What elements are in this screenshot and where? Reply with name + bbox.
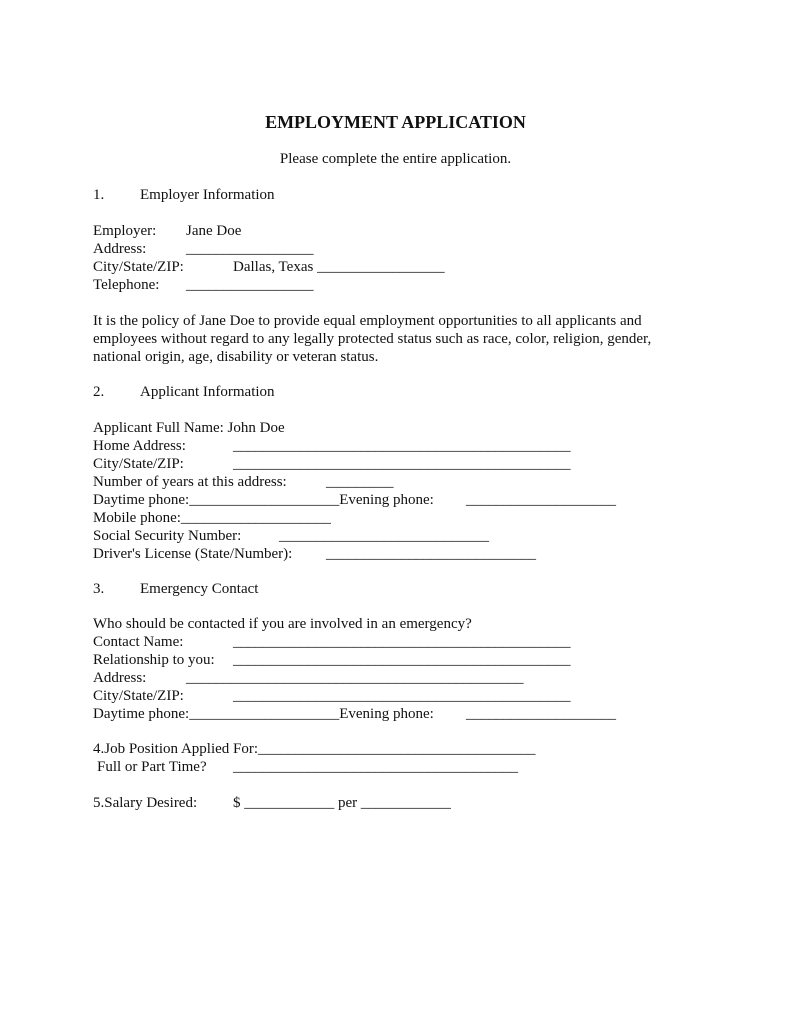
salary-field[interactable]: $ ____________ per ____________ bbox=[233, 795, 451, 811]
section1-heading: Employer Information bbox=[140, 187, 275, 203]
section2-heading: Applicant Information bbox=[140, 384, 275, 400]
section2-number: 2. bbox=[93, 384, 105, 400]
applicant-city-label: City/State/ZIP: bbox=[93, 456, 184, 472]
salary-label: 5.Salary Desired: bbox=[93, 795, 198, 811]
job-position-field[interactable]: 4.Job Position Applied For:_____________________________________ bbox=[93, 741, 536, 757]
employer-telephone-label: Telephone: bbox=[93, 277, 160, 293]
drivers-license-label: Driver's License (State/Number): bbox=[93, 546, 293, 562]
policy-line-1: It is the policy of Jane Doe to provide equal employment opportunities to all applicants and bbox=[93, 313, 642, 329]
relationship-field[interactable]: _____________________________________________ bbox=[233, 652, 571, 668]
policy-line-3: national origin, age, disability or veteran status. bbox=[93, 349, 379, 365]
home-address-label: Home Address: bbox=[93, 438, 186, 454]
contact-address-label: Address: bbox=[93, 670, 147, 686]
employer-telephone-field[interactable]: _________________ bbox=[186, 277, 314, 293]
ssn-field[interactable]: ____________________________ bbox=[279, 528, 489, 544]
years-at-address-field[interactable]: _________ bbox=[326, 474, 394, 490]
full-part-time-field[interactable]: ______________________________________ bbox=[233, 759, 518, 775]
emergency-question: Who should be contacted if you are involved in an emergency? bbox=[93, 616, 472, 632]
section3-number: 3. bbox=[93, 581, 105, 597]
policy-line-2: employees without regard to any legally protected status such as race, color, religion, gender, bbox=[93, 331, 652, 347]
employer-value: Jane Doe bbox=[186, 223, 242, 239]
ssn-label: Social Security Number: bbox=[93, 528, 242, 544]
applicant-fullname: Applicant Full Name: John Doe bbox=[93, 420, 285, 436]
home-address-field[interactable]: _____________________________________________ bbox=[233, 438, 571, 454]
applicant-mobile-phone[interactable]: Mobile phone:____________________ bbox=[93, 510, 331, 526]
employer-label: Employer: bbox=[93, 223, 157, 239]
full-part-time-label: Full or Part Time? bbox=[97, 759, 207, 775]
contact-evening-phone-field[interactable]: ____________________ bbox=[466, 706, 616, 722]
applicant-evening-phone-field[interactable]: ____________________ bbox=[466, 492, 616, 508]
employer-address-label: Address: bbox=[93, 241, 147, 257]
section1-number: 1. bbox=[93, 187, 105, 203]
contact-name-field[interactable]: _____________________________________________ bbox=[233, 634, 571, 650]
contact-name-label: Contact Name: bbox=[93, 634, 184, 650]
employer-address-field[interactable]: _________________ bbox=[186, 241, 314, 257]
contact-city-label: City/State/ZIP: bbox=[93, 688, 184, 704]
employer-city-label: City/State/ZIP: bbox=[93, 259, 184, 275]
contact-address-field[interactable]: _____________________________________________ bbox=[186, 670, 524, 686]
years-at-address-label: Number of years at this address: bbox=[93, 474, 287, 490]
page-subtitle: Please complete the entire application. bbox=[279, 151, 512, 167]
employer-city-value[interactable]: Dallas, Texas _________________ bbox=[233, 259, 445, 275]
relationship-label: Relationship to you: bbox=[93, 652, 215, 668]
contact-city-field[interactable]: _____________________________________________ bbox=[233, 688, 571, 704]
applicant-city-field[interactable]: _____________________________________________ bbox=[233, 456, 571, 472]
page-title: EMPLOYMENT APPLICATION bbox=[265, 112, 526, 132]
section3-heading: Emergency Contact bbox=[140, 581, 259, 597]
applicant-daytime-phone[interactable]: Daytime phone:____________________Evening phone: bbox=[93, 492, 434, 508]
drivers-license-field[interactable]: ____________________________ bbox=[326, 546, 536, 562]
contact-daytime-phone[interactable]: Daytime phone:____________________Evening phone: bbox=[93, 706, 434, 722]
